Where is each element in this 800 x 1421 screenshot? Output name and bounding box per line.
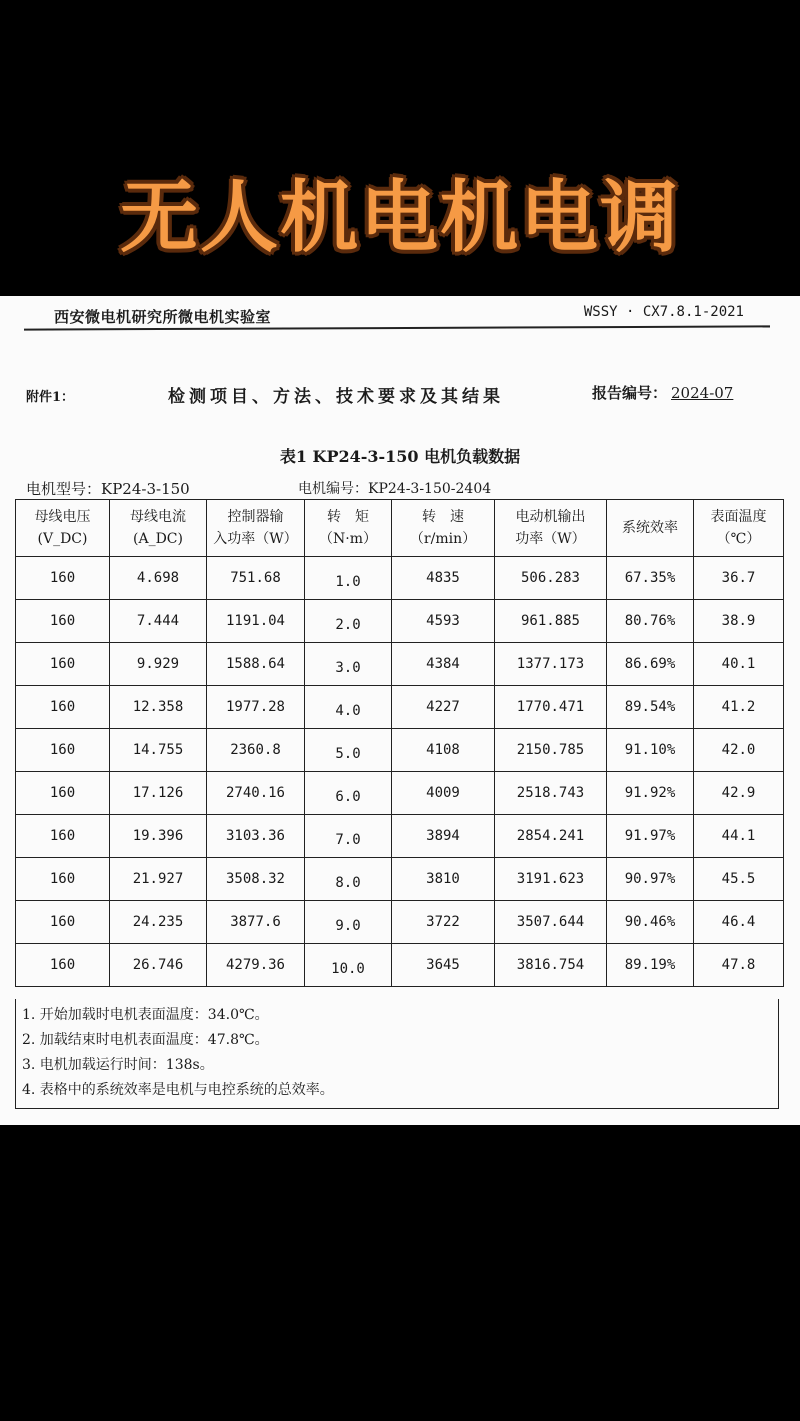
table-row [16, 901, 784, 944]
col-torque: 转 矩 （N·m） [305, 500, 392, 557]
table-cell: 42.0 [694, 729, 784, 772]
table-cell: 38.9 [694, 600, 784, 643]
table-row [16, 643, 784, 686]
table-cell: 12.358 [110, 686, 207, 729]
motor-model: 电机型号：KP24-3-150 [26, 480, 190, 498]
table-cell: 1.0 [305, 557, 392, 600]
table-row [16, 772, 784, 815]
motor-serial: 电机编号：KP24-3-150-2404 [298, 481, 492, 497]
table-cell: 4384 [392, 643, 495, 686]
video-banner [0, 0, 800, 296]
table-cell: 89.19% [607, 944, 694, 987]
notes-box [15, 999, 779, 1109]
table-cell: 2360.8 [207, 729, 305, 772]
table-cell: 4009 [392, 772, 495, 815]
table-cell: 2150.785 [495, 729, 607, 772]
col-speed: 转 速 （r/min） [392, 500, 495, 557]
table-cell: 160 [16, 772, 110, 815]
note-1: 1. 开始加载时电机表面温度：34.0℃。 [22, 1007, 269, 1023]
table-cell: 3191.623 [495, 858, 607, 901]
table-cell: 91.10% [607, 729, 694, 772]
report-number [592, 382, 733, 403]
table-cell: 14.755 [110, 729, 207, 772]
table-cell: 506.283 [495, 557, 607, 600]
attachment-label: 附件1： [26, 390, 75, 405]
table-cell: 2.0 [305, 600, 392, 643]
table-cell: 90.46% [607, 901, 694, 944]
table-cell: 160 [16, 729, 110, 772]
table-cell: 3103.36 [207, 815, 305, 858]
table-cell: 4.0 [305, 686, 392, 729]
table-cell: 90.97% [607, 858, 694, 901]
banner-title: 无人机电机电调 [119, 173, 680, 263]
table-cell: 80.76% [607, 600, 694, 643]
table-cell: 160 [16, 901, 110, 944]
table-cell: 44.1 [694, 815, 784, 858]
table-cell: 961.885 [495, 600, 607, 643]
table-cell: 24.235 [110, 901, 207, 944]
table-cell: 3645 [392, 944, 495, 987]
table-row [16, 600, 784, 643]
table-cell: 91.97% [607, 815, 694, 858]
table-cell: 1770.471 [495, 686, 607, 729]
table-cell: 2854.241 [495, 815, 607, 858]
table-cell: 1977.28 [207, 686, 305, 729]
table-cell: 21.927 [110, 858, 207, 901]
col-bus-voltage: 母线电压 (V_DC) [16, 500, 110, 557]
table-cell: 160 [16, 944, 110, 987]
table-cell: 3507.644 [495, 901, 607, 944]
table-cell: 4835 [392, 557, 495, 600]
note-2: 2. 加载结束时电机表面温度：47.8℃。 [22, 1032, 269, 1048]
col-efficiency: 系统效率 [607, 500, 694, 557]
table-cell: 5.0 [305, 729, 392, 772]
table-cell: 86.69% [607, 643, 694, 686]
table-header-row [16, 500, 784, 557]
table-cell: 3816.754 [495, 944, 607, 987]
table-cell: 751.68 [207, 557, 305, 600]
col-input-power: 控制器输 入功率（W） [207, 500, 305, 557]
table-cell: 89.54% [607, 686, 694, 729]
table-cell: 3508.32 [207, 858, 305, 901]
table-cell: 19.396 [110, 815, 207, 858]
section-title: 检测项目、方法、技术要求及其结果 [168, 387, 504, 407]
table-cell: 91.92% [607, 772, 694, 815]
table-cell: 9.0 [305, 901, 392, 944]
table-cell: 1588.64 [207, 643, 305, 686]
doc-code: WSSY · CX7.8.1-2021 [583, 304, 744, 320]
table-cell: 160 [16, 858, 110, 901]
load-data-table [15, 499, 784, 987]
table-cell: 6.0 [305, 772, 392, 815]
table-cell: 4.698 [110, 557, 207, 600]
table-cell: 2518.743 [495, 772, 607, 815]
table-cell: 8.0 [305, 858, 392, 901]
table-cell: 3.0 [305, 643, 392, 686]
table-cell: 3877.6 [207, 901, 305, 944]
table-cell: 1191.04 [207, 600, 305, 643]
col-output-power: 电动机输出 功率（W） [495, 500, 607, 557]
table-cell: 26.746 [110, 944, 207, 987]
report-number-value: 2024-07 [671, 384, 734, 402]
table-cell: 36.7 [694, 557, 784, 600]
table-row [16, 944, 784, 987]
table-row [16, 557, 784, 600]
note-4: 4. 表格中的系统效率是电机与电控系统的总效率。 [22, 1082, 334, 1098]
table-row [16, 729, 784, 772]
table-cell: 41.2 [694, 686, 784, 729]
table-cell: 4593 [392, 600, 495, 643]
table-cell: 9.929 [110, 643, 207, 686]
note-3: 3. 电机加载运行时间：138s。 [22, 1057, 214, 1073]
report-number-label: 报告编号： [592, 384, 668, 402]
table-row [16, 815, 784, 858]
table-cell: 45.5 [694, 858, 784, 901]
table-cell: 160 [16, 686, 110, 729]
table-cell: 7.444 [110, 600, 207, 643]
table-cell: 4227 [392, 686, 495, 729]
table-row [16, 858, 784, 901]
table-caption: 表1 KP24-3-150 电机负载数据 [279, 447, 521, 466]
table-cell: 4279.36 [207, 944, 305, 987]
table-cell: 160 [16, 815, 110, 858]
table-cell: 4108 [392, 729, 495, 772]
table-cell: 42.9 [694, 772, 784, 815]
table-cell: 160 [16, 643, 110, 686]
scanned-report-page [0, 296, 800, 1125]
table-cell: 3810 [392, 858, 495, 901]
table-cell: 160 [16, 600, 110, 643]
table-cell: 10.0 [305, 944, 392, 987]
table-cell: 2740.16 [207, 772, 305, 815]
table-cell: 3894 [392, 815, 495, 858]
table-row [16, 686, 784, 729]
table-cell: 47.8 [694, 944, 784, 987]
table-cell: 46.4 [694, 901, 784, 944]
col-bus-current: 母线电流 (A_DC) [110, 500, 207, 557]
table-cell: 17.126 [110, 772, 207, 815]
lab-name: 西安微电机研究所微电机实验室 [54, 308, 272, 326]
table-cell: 3722 [392, 901, 495, 944]
col-surface-temp: 表面温度 （℃） [694, 500, 784, 557]
table-cell: 40.1 [694, 643, 784, 686]
table-cell: 1377.173 [495, 643, 607, 686]
table-cell: 67.35% [607, 557, 694, 600]
table-cell: 160 [16, 557, 110, 600]
table-cell: 7.0 [305, 815, 392, 858]
